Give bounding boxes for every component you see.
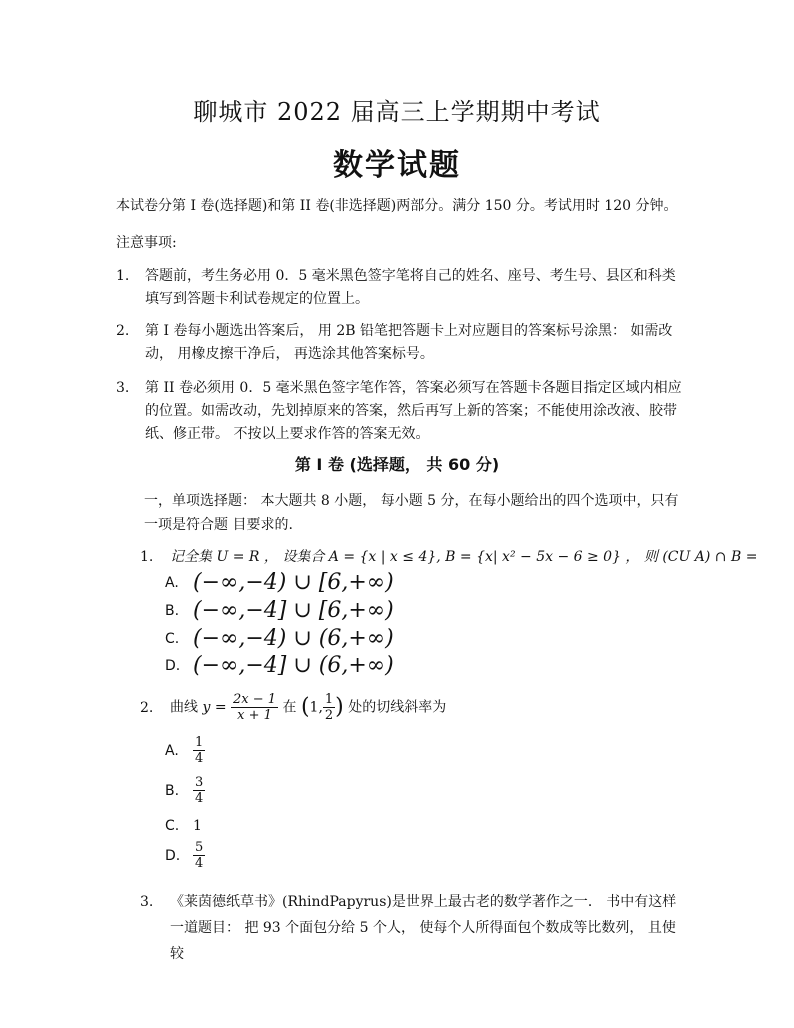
question-number: 3. <box>140 894 154 910</box>
notice-item-3 <box>116 377 686 446</box>
q2-option-b <box>165 775 205 806</box>
option-label: D. <box>165 847 181 864</box>
q1-option-a <box>165 572 394 594</box>
q1-option-c <box>165 628 394 650</box>
q2-pre: 曲线 <box>170 699 198 716</box>
option-label: C. <box>165 631 180 647</box>
fraction-numerator: 1 <box>195 735 204 750</box>
question-stem: 《莱茵德纸草书》(RhindPapyrus)是世界上最古老的数学著作之一． 书中有这样一道题目： 把 93 个面包分给 5 个人， 使每个人所得面包个数成等比数列， 且使较 <box>170 894 677 962</box>
question-number: 1. <box>140 549 154 565</box>
fraction-numerator: 1 <box>324 692 334 707</box>
q2-point-x: 1, <box>309 699 323 716</box>
notice-item-1 <box>116 265 686 311</box>
option-text: 1 <box>193 818 202 834</box>
q2-option-a <box>165 735 205 766</box>
fraction-denominator: 4 <box>195 791 204 806</box>
notice-num: 1. <box>116 268 130 284</box>
fraction-numerator: 5 <box>195 840 204 855</box>
q2-yeq: y = <box>202 699 227 716</box>
option-label: A. <box>165 742 179 759</box>
q2-option-c <box>165 815 202 837</box>
q2-option-d <box>165 840 205 871</box>
notice-label: 注意事项: <box>116 235 177 251</box>
option-text: (−∞,−4) ∪ [6,+∞) <box>193 570 394 595</box>
option-label: B. <box>165 782 180 799</box>
question-2: 2. 曲线 y = $\frac{2x - 1}{x + 1}$ 在 (1, $\frac{1}{2}$ ) 处的切线斜率为 <box>140 692 447 723</box>
notice-text: 第 II 卷必须用 0．5 毫米黑色签字笔作答，答案必须写在答题卡各题目指定区域内相应的位置。如需改动，先划掉原来的答案，然后再写上新的答案；不能使用涂改液、胶带纸、修正带。 不按以上要求作答的答案无效。 <box>145 380 682 442</box>
q1-option-b <box>165 600 394 622</box>
option-text: (−∞,−4) ∪ (6,+∞) <box>193 626 394 651</box>
question-number: 2. <box>140 699 154 716</box>
option-label: D. <box>165 658 181 674</box>
option-fraction <box>193 735 205 766</box>
q2-post: 处的切线斜率为 <box>348 699 447 716</box>
notice-text: 第 I 卷每小题选出答案后， 用 2B 铅笔把答题卡上对应题目的答案标号涂黑： 如需改动， 用橡皮擦干净后， 再选涂其他答案标号。 <box>145 323 673 362</box>
option-fraction <box>193 840 205 871</box>
option-label: C. <box>165 818 180 834</box>
exam-title: 聊城市 2022 届高三上学期期中考试 <box>193 98 601 126</box>
notice-num: 3. <box>116 380 130 396</box>
q1-option-d <box>165 655 394 677</box>
fraction-numerator: 3 <box>195 775 204 790</box>
fraction-numerator: 2x − 1 <box>233 692 277 707</box>
intro-text: 本试卷分第 I 卷(选择题)和第 II 卷(非选择题)两部分。满分 150 分。考试用时 120 分钟。 <box>116 198 678 214</box>
option-text: (−∞,−4] ∪ (6,+∞) <box>193 653 394 678</box>
question-3 <box>140 889 685 967</box>
fraction-denominator: 4 <box>195 751 204 766</box>
notice-num: 2. <box>116 323 130 339</box>
question-stem: 记全集 U = R ， 设集合 A = {x | x ≤ 4}, B = {x| x² − 5x − 6 ≥ 0} ， 则 (CU A) ∩ B = <box>170 549 758 565</box>
option-label: B. <box>165 603 180 619</box>
section-heading: 第 I 卷 (选择题， 共 60 分) <box>294 455 500 474</box>
fraction-denominator: 4 <box>195 856 204 871</box>
q2-fraction <box>231 692 278 723</box>
notice-item-2 <box>116 320 686 366</box>
q2-mid: 在 <box>282 699 297 716</box>
subject-title: 数学试题 <box>333 148 461 183</box>
fraction-denominator: x + 1 <box>237 708 272 723</box>
option-fraction <box>193 775 205 806</box>
fraction-denominator: 2 <box>324 708 334 723</box>
option-text: (−∞,−4] ∪ [6,+∞) <box>193 598 394 623</box>
part-description: 一，单项选择题： 本大题共 8 小题， 每小题 5 分，在每小题给出的四个选项中，只有一项是符合题 目要求的. <box>144 493 679 533</box>
question-1 <box>140 546 757 568</box>
option-label: A. <box>165 575 179 591</box>
notice-text: 答题前，考生务必用 0．5 毫米黑色签字笔将自己的姓名、座号、考生号、县区和科类填写到答题卡利试卷规定的位置上。 <box>145 268 676 307</box>
q2-point-fraction <box>323 692 335 723</box>
